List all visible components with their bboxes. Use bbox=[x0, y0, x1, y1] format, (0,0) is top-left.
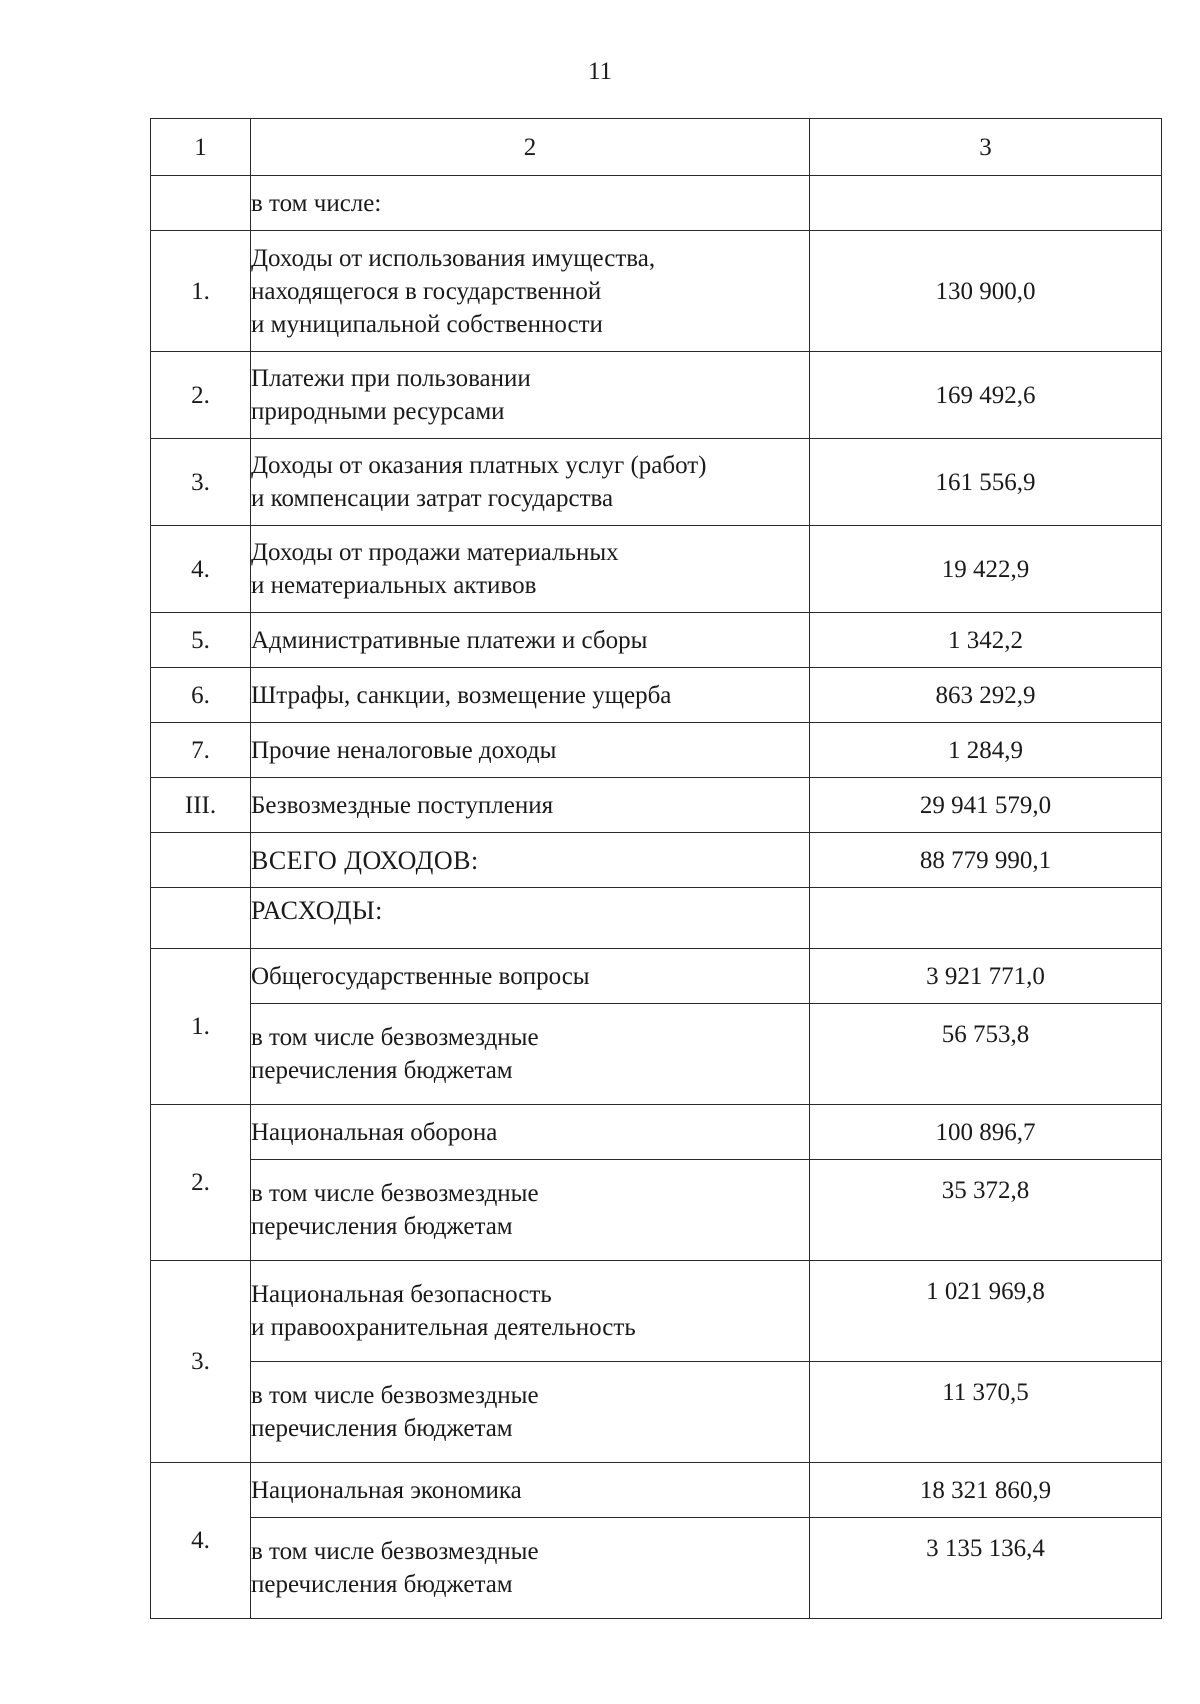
header-col-3: 3 bbox=[810, 119, 1162, 176]
table-row bbox=[151, 352, 1162, 439]
row-value: 863 292,9 bbox=[810, 668, 1162, 723]
row-sub-value: 11 370,5 bbox=[810, 1362, 1162, 1463]
row-number: 3. bbox=[151, 1261, 251, 1463]
row-value bbox=[810, 176, 1162, 231]
row-label: Безвозмездные поступления bbox=[251, 778, 810, 833]
row-sub-label: в том числе безвозмездные перечисления бюджетам bbox=[251, 1004, 810, 1105]
table-row bbox=[151, 668, 1162, 723]
row-label: Национальная безопасность и правоохранительная деятельность bbox=[251, 1261, 810, 1362]
row-number: 6. bbox=[151, 668, 251, 723]
table-row bbox=[151, 949, 1162, 1004]
row-label: РАСХОДЫ: bbox=[251, 888, 810, 949]
table-row bbox=[151, 1105, 1162, 1160]
table-row bbox=[151, 723, 1162, 778]
table-row bbox=[151, 176, 1162, 231]
table-row bbox=[151, 526, 1162, 613]
row-label: Доходы от использования имущества, находящегося в государственной и муниципальной собственности bbox=[251, 231, 810, 352]
table-row-expenses-heading bbox=[151, 888, 1162, 949]
table-row-total-income bbox=[151, 833, 1162, 888]
row-label: Национальная оборона bbox=[251, 1105, 810, 1160]
row-label: Прочие неналоговые доходы bbox=[251, 723, 810, 778]
row-label: в том числе: bbox=[251, 176, 810, 231]
table-row bbox=[151, 778, 1162, 833]
table-row-sub bbox=[151, 1004, 1162, 1105]
row-label: Штрафы, санкции, возмещение ущерба bbox=[251, 668, 810, 723]
table-row bbox=[151, 1463, 1162, 1518]
row-number: 4. bbox=[151, 1463, 251, 1619]
row-number: 1. bbox=[151, 231, 251, 352]
row-value: 19 422,9 bbox=[810, 526, 1162, 613]
row-value: 18 321 860,9 bbox=[810, 1463, 1162, 1518]
row-label: Платежи при пользовании природными ресурсами bbox=[251, 352, 810, 439]
row-value: 169 492,6 bbox=[810, 352, 1162, 439]
row-number bbox=[151, 833, 251, 888]
table-row bbox=[151, 439, 1162, 526]
row-number bbox=[151, 888, 251, 949]
row-label: Общегосударственные вопросы bbox=[251, 949, 810, 1004]
table-header-row bbox=[151, 119, 1162, 176]
table-row-sub bbox=[151, 1362, 1162, 1463]
row-number: 2. bbox=[151, 352, 251, 439]
row-sub-label: в том числе безвозмездные перечисления бюджетам bbox=[251, 1160, 810, 1261]
row-number: 2. bbox=[151, 1105, 251, 1261]
page-number: 11 bbox=[587, 58, 613, 85]
row-number: 4. bbox=[151, 526, 251, 613]
row-value: 100 896,7 bbox=[810, 1105, 1162, 1160]
row-value: 1 342,2 bbox=[810, 613, 1162, 668]
budget-table bbox=[150, 118, 1162, 1619]
row-sub-label: в том числе безвозмездные перечисления бюджетам bbox=[251, 1518, 810, 1619]
table-row-sub bbox=[151, 1518, 1162, 1619]
row-number: 1. bbox=[151, 949, 251, 1105]
row-label: Национальная экономика bbox=[251, 1463, 810, 1518]
row-value: 3 921 771,0 bbox=[810, 949, 1162, 1004]
table-row-sub bbox=[151, 1160, 1162, 1261]
table-row bbox=[151, 613, 1162, 668]
header-col-2: 2 bbox=[251, 119, 810, 176]
row-number: 7. bbox=[151, 723, 251, 778]
row-label: Доходы от продажи материальных и нематериальных активов bbox=[251, 526, 810, 613]
row-value bbox=[810, 888, 1162, 949]
row-value: 29 941 579,0 bbox=[810, 778, 1162, 833]
row-value: 88 779 990,1 bbox=[810, 833, 1162, 888]
row-number: III. bbox=[151, 778, 251, 833]
row-sub-value: 35 372,8 bbox=[810, 1160, 1162, 1261]
row-number bbox=[151, 176, 251, 231]
row-sub-value: 56 753,8 bbox=[810, 1004, 1162, 1105]
row-number: 3. bbox=[151, 439, 251, 526]
row-value: 1 021 969,8 bbox=[810, 1261, 1162, 1362]
row-label: Доходы от оказания платных услуг (работ) и компенсации затрат государства bbox=[251, 439, 810, 526]
table-row bbox=[151, 1261, 1162, 1362]
row-value: 161 556,9 bbox=[810, 439, 1162, 526]
table-row bbox=[151, 231, 1162, 352]
row-sub-label: в том числе безвозмездные перечисления бюджетам bbox=[251, 1362, 810, 1463]
row-value: 130 900,0 bbox=[810, 231, 1162, 352]
row-value: 1 284,9 bbox=[810, 723, 1162, 778]
row-label: ВСЕГО ДОХОДОВ: bbox=[251, 833, 810, 888]
header-col-1: 1 bbox=[151, 119, 251, 176]
row-sub-value: 3 135 136,4 bbox=[810, 1518, 1162, 1619]
row-number: 5. bbox=[151, 613, 251, 668]
row-label: Административные платежи и сборы bbox=[251, 613, 810, 668]
